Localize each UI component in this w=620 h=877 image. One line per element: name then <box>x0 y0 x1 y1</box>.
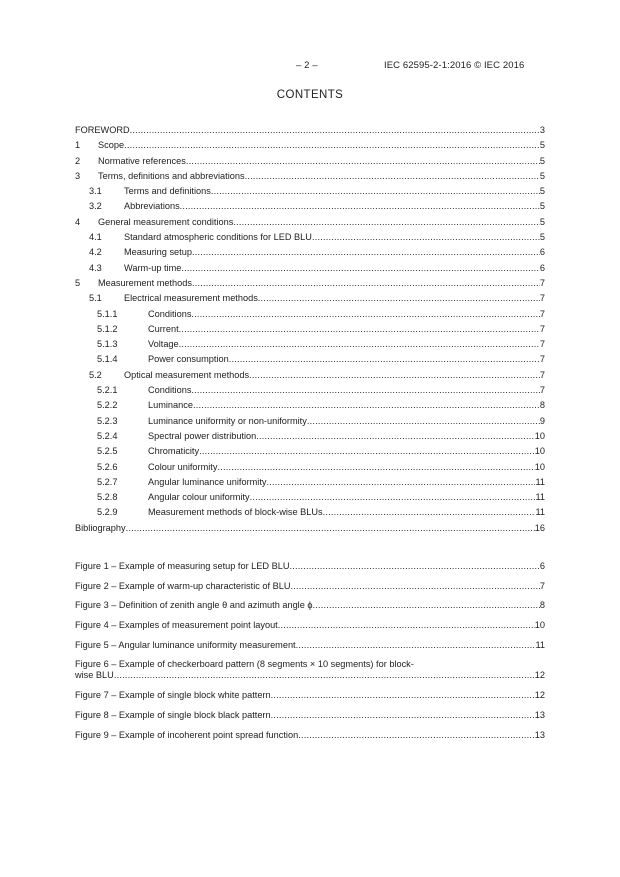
toc-entry-title-line <box>124 184 545 199</box>
dot-leader <box>250 490 536 505</box>
toc-entry[interactable] <box>75 154 545 169</box>
toc-entry-page: 7 <box>539 385 545 396</box>
figure-entry-page: 11 <box>535 639 545 650</box>
dot-leader <box>323 505 536 520</box>
dot-leader <box>271 690 535 701</box>
figure-entry-title: Figure 7 – Example of single block white pattern <box>75 690 271 701</box>
toc-entry[interactable] <box>75 184 545 199</box>
dot-leader <box>258 291 540 306</box>
toc-entry-page: 6 <box>539 262 545 273</box>
toc-entry-title-line <box>148 444 545 459</box>
toc-entry[interactable] <box>75 123 545 138</box>
toc-entry-title-line <box>75 123 545 138</box>
figure-entry-page: 13 <box>534 729 545 740</box>
toc-entry-title-line <box>148 398 545 413</box>
toc-entry[interactable] <box>75 307 545 322</box>
figure-entry-title: Figure 8 – Example of single block black pattern <box>75 709 271 720</box>
toc-entry-title: Electrical measurement methods <box>124 293 258 304</box>
toc-entry-title: Power consumption <box>148 354 229 365</box>
toc-entry[interactable] <box>75 429 545 444</box>
dot-leader <box>307 414 540 429</box>
toc-entry-number: 5.1.2 <box>97 323 118 334</box>
toc-entry[interactable] <box>75 460 545 475</box>
toc-entry-number: 5.2.3 <box>97 415 118 426</box>
figure-entry-title: Figure 4 – Examples of measurement point layout <box>75 620 278 631</box>
toc-entry-page: 3 <box>539 125 545 135</box>
toc-entry-title: Measurement methods of block-wise BLUs <box>148 507 323 518</box>
dot-leader <box>313 600 540 611</box>
toc-entry-number: 5.2.2 <box>97 400 118 411</box>
dot-leader <box>124 138 540 153</box>
toc-entry-title: Conditions <box>148 308 192 319</box>
toc-entry[interactable] <box>75 414 545 429</box>
dot-leader <box>211 184 540 199</box>
dot-leader <box>271 710 535 721</box>
toc-entry[interactable] <box>75 230 545 245</box>
dot-leader <box>193 398 540 413</box>
figure-entry[interactable] <box>75 620 545 631</box>
toc-entry-title: Voltage <box>148 339 179 350</box>
page-number: – 2 – <box>296 60 318 71</box>
toc-entry-title: Measuring setup <box>124 247 192 258</box>
figure-entry-title: Figure 3 – Definition of zenith angle θ and azimuth angle ϕ <box>75 600 313 611</box>
dot-leader <box>186 154 540 169</box>
figure-entry[interactable] <box>75 690 545 701</box>
toc-entry-title: Angular luminance uniformity <box>148 476 267 487</box>
figure-entry[interactable] <box>75 640 545 651</box>
toc-entry-number: 5.2.8 <box>97 492 118 503</box>
dot-leader <box>180 199 540 214</box>
toc-entry-title-line <box>124 245 545 260</box>
toc-entry-title-line <box>148 490 545 505</box>
toc-entry-number: 5 <box>75 277 81 288</box>
toc-entry-page: 10 <box>534 461 545 472</box>
toc-entry[interactable] <box>75 199 545 214</box>
figure-entry[interactable] <box>75 561 545 572</box>
dot-leader <box>298 730 535 741</box>
toc-entry-page: 7 <box>539 293 545 304</box>
toc-entry[interactable] <box>75 521 545 536</box>
toc-entry[interactable] <box>75 169 545 184</box>
toc-entry-title-line <box>98 276 545 291</box>
toc-entry[interactable] <box>75 475 545 490</box>
toc-entry-page: 10 <box>534 430 545 441</box>
toc-entry-page: 6 <box>539 247 545 258</box>
toc-entry-number: 4.3 <box>89 262 102 273</box>
toc-entry-number: 5.1.1 <box>97 308 118 319</box>
figure-entry[interactable] <box>75 600 545 611</box>
toc-entry-page: 11 <box>535 507 545 518</box>
toc-entry-page: 5 <box>539 170 545 181</box>
toc-entry-number: 1 <box>75 140 81 151</box>
toc-entry[interactable] <box>75 138 545 153</box>
figure-entry[interactable] <box>75 659 545 681</box>
toc-entry-title-line <box>148 505 545 520</box>
dot-leader <box>233 215 540 230</box>
toc-entry-title-line <box>124 368 545 383</box>
page-title: CONTENTS <box>276 89 344 101</box>
dot-leader <box>192 245 540 260</box>
toc-entry-title: Chromaticity <box>148 446 200 457</box>
toc-entry-page: 5 <box>539 216 545 227</box>
dot-leader <box>249 368 540 383</box>
toc-entry-title: Optical measurement methods <box>124 369 250 380</box>
dot-leader <box>217 460 534 475</box>
toc-entry-number: 5.2.7 <box>97 476 118 487</box>
toc-entry-number: 3.1 <box>89 186 102 197</box>
toc-entry-number: 4 <box>75 216 81 227</box>
toc-entry[interactable] <box>75 398 545 413</box>
toc-entry-title: Terms, definitions and abbreviations <box>98 170 245 181</box>
toc-entry-title: Warm-up time <box>124 262 182 273</box>
toc-entry-page: 5 <box>539 201 545 212</box>
dot-leader <box>256 429 535 444</box>
toc-entry-title: Measurement methods <box>98 277 192 288</box>
list-of-figures <box>75 561 545 749</box>
toc-entry-page: 11 <box>535 492 545 503</box>
toc-entry-title-line <box>75 521 545 536</box>
dot-leader <box>130 123 540 138</box>
toc-entry-number: 5.2.5 <box>97 446 118 457</box>
toc-entry-number: 5.1 <box>89 293 102 304</box>
figure-entry-page: 12 <box>534 690 545 701</box>
toc-entry[interactable] <box>75 444 545 459</box>
toc-entry-page: 7 <box>539 339 545 350</box>
toc-entry-title-line <box>98 215 545 230</box>
dot-leader <box>114 670 535 681</box>
toc-entry-title-line <box>124 291 545 306</box>
figure-entry[interactable] <box>75 581 545 592</box>
toc-entry-title: Colour uniformity <box>148 461 218 472</box>
toc-entry-number: 5.2.1 <box>97 385 118 396</box>
figure-entry[interactable] <box>75 710 545 721</box>
figure-entry-title: wise BLU <box>75 670 114 681</box>
figure-entry[interactable] <box>75 730 545 741</box>
toc-entry-page: 5 <box>539 186 545 197</box>
figure-entry-page: 10 <box>534 620 545 631</box>
toc-entry-number: 5.2 <box>89 369 102 380</box>
toc-entry-number: 5.2.4 <box>97 430 118 441</box>
dot-leader <box>312 230 540 245</box>
toc-entry-title: Current <box>148 323 179 334</box>
toc-entry-number: FOREWORD <box>75 125 130 135</box>
toc-entry-title-line <box>98 169 545 184</box>
dot-leader <box>179 337 540 352</box>
toc-entry-page: 7 <box>539 323 545 334</box>
toc-entry-title: Scope <box>98 140 125 151</box>
document-id: IEC 62595-2-1:2016 © IEC 2016 <box>384 60 525 71</box>
toc-entry-title-line <box>148 429 545 444</box>
table-of-contents <box>75 123 545 536</box>
toc-entry-number: 5.1.4 <box>97 354 118 365</box>
figure-entry-title: Figure 9 – Example of incoherent point spread function <box>75 729 299 740</box>
toc-entry-page: 5 <box>539 140 545 151</box>
toc-entry[interactable] <box>75 261 545 276</box>
toc-entry-page: 7 <box>539 354 545 365</box>
toc-entry[interactable] <box>75 490 545 505</box>
toc-entry-title-line <box>98 154 545 169</box>
toc-entry[interactable] <box>75 322 545 337</box>
toc-entry-page: 5 <box>539 232 545 243</box>
toc-entry-page: 7 <box>539 308 545 319</box>
toc-entry[interactable] <box>75 276 545 291</box>
toc-entry-page: 8 <box>539 400 545 411</box>
dot-leader <box>296 640 536 651</box>
dot-leader <box>278 620 535 631</box>
toc-entry-number: 5.2.9 <box>97 507 118 518</box>
toc-entry-number: Bibliography <box>75 522 126 533</box>
dot-leader <box>179 322 540 337</box>
figure-entry-page: 8 <box>539 600 545 611</box>
figure-entry-title-first-line: Figure 6 – Example of checkerboard pattern (8 segments × 10 segments) for block- <box>75 659 414 670</box>
dot-leader <box>181 261 540 276</box>
toc-entry-page: 5 <box>539 155 545 166</box>
dot-leader <box>126 521 535 536</box>
toc-entry[interactable] <box>75 337 545 352</box>
dot-leader <box>266 475 535 490</box>
toc-entry-title: Luminance <box>148 400 193 411</box>
toc-entry-title: Angular colour uniformity <box>148 492 250 503</box>
toc-entry-title-line <box>148 322 545 337</box>
toc-entry-number: 2 <box>75 155 81 166</box>
toc-entry-title: General measurement conditions <box>98 216 234 227</box>
figure-entry-title: Figure 2 – Example of warm-up characteristic of BLU <box>75 580 291 591</box>
toc-entry-title-line <box>148 383 545 398</box>
toc-entry[interactable] <box>75 383 545 398</box>
dot-leader <box>192 276 540 291</box>
toc-entry-title-line <box>148 337 545 352</box>
toc-entry-title: Abbreviations <box>124 201 180 212</box>
toc-entry-number: 4.2 <box>89 247 102 258</box>
toc-entry-title: Standard atmospheric conditions for LED BLU <box>124 232 312 243</box>
toc-entry-page: 11 <box>535 476 545 487</box>
toc-entry-title-line <box>98 138 545 153</box>
toc-entry-title: Conditions <box>148 385 192 396</box>
toc-entry[interactable] <box>75 245 545 260</box>
figure-entry-title: Figure 1 – Example of measuring setup for LED BLU <box>75 561 290 571</box>
dot-leader <box>191 307 539 322</box>
toc-entry-page: 16 <box>534 522 545 533</box>
toc-entry-title-line <box>124 261 545 276</box>
dot-leader <box>245 169 540 184</box>
dot-leader <box>229 352 540 367</box>
toc-entry-number: 3 <box>75 170 81 181</box>
figure-entry-page: 12 <box>534 670 545 681</box>
dot-leader <box>191 383 539 398</box>
dot-leader <box>290 581 539 592</box>
toc-entry-number: 4.1 <box>89 232 102 243</box>
figure-entry-page: 6 <box>539 561 545 571</box>
toc-entry-title: Terms and definitions <box>124 186 211 197</box>
dot-leader <box>199 444 535 459</box>
toc-entry-number: 3.2 <box>89 201 102 212</box>
toc-entry[interactable] <box>75 352 545 367</box>
toc-entry-number: 5.2.6 <box>97 461 118 472</box>
toc-entry-title-line <box>148 307 545 322</box>
figure-entry-page: 7 <box>539 580 545 591</box>
toc-entry-title: Normative references <box>98 155 186 166</box>
toc-entry-title-line <box>148 475 545 490</box>
toc-entry[interactable] <box>75 505 545 520</box>
toc-entry-title-line <box>148 460 545 475</box>
toc-entry-title: Spectral power distribution <box>148 430 257 441</box>
toc-entry-title-line <box>148 352 545 367</box>
toc-entry[interactable] <box>75 291 545 306</box>
toc-entry[interactable] <box>75 215 545 230</box>
toc-entry-title-line <box>148 414 545 429</box>
toc-entry-page: 7 <box>539 369 545 380</box>
toc-entry-number: 5.1.3 <box>97 339 118 350</box>
toc-entry-title-line <box>124 199 545 214</box>
toc-entry-page: 9 <box>539 415 545 426</box>
figure-entry-page: 13 <box>534 709 545 720</box>
figure-entry-title: Figure 5 – Angular luminance uniformity measurement <box>75 639 296 650</box>
toc-entry-page: 7 <box>539 277 545 288</box>
toc-entry-title: Luminance uniformity or non-uniformity <box>148 415 307 426</box>
toc-entry-page: 10 <box>534 446 545 457</box>
toc-entry-title-line <box>124 230 545 245</box>
toc-entry[interactable] <box>75 368 545 383</box>
dot-leader <box>289 561 539 572</box>
